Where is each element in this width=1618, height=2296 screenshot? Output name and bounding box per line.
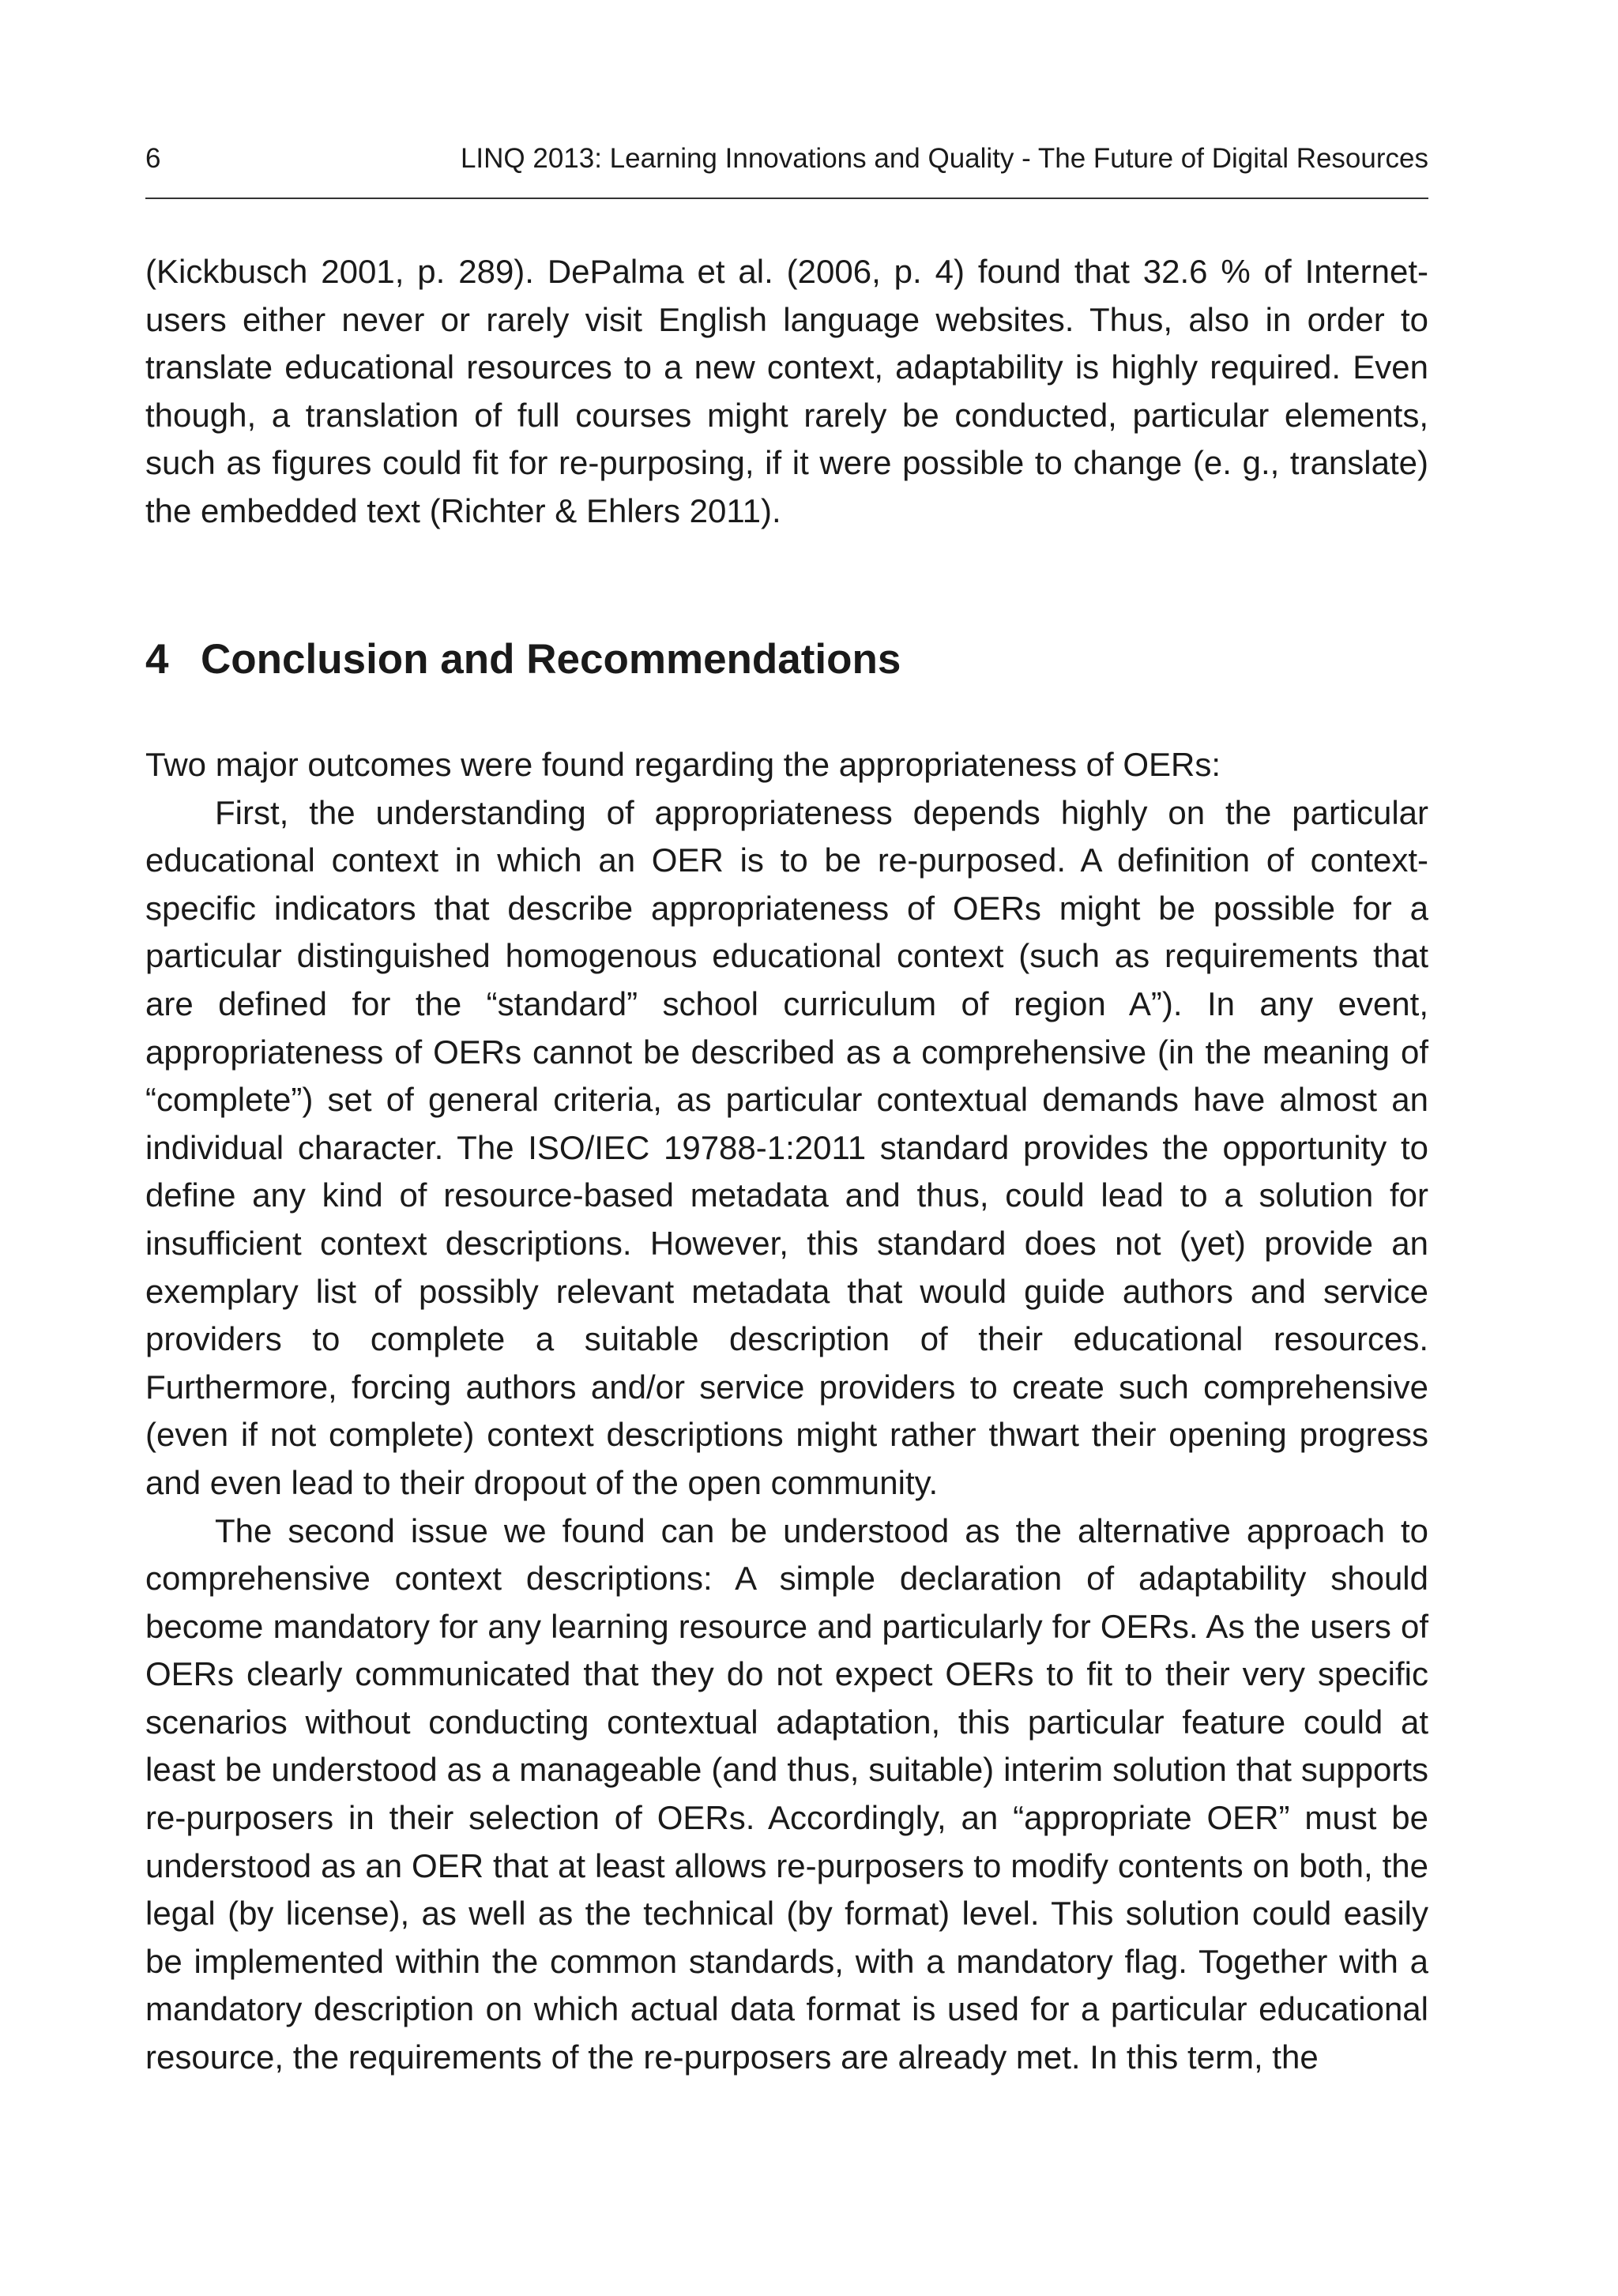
section-intro: Two major outcomes were found regarding the appropriateness of OERs: (145, 746, 1221, 783)
section-title: Conclusion and Recommendations (201, 636, 901, 683)
section-paragraph-2: The second issue we found can be understood as the alternative approach to comprehensive context descriptions: A simple declaration of adaptability should become mandatory for any learning resource and particularly for OERs. As the users of OERs clearly communicated that they do not expect OERs to fit to their very specific scenarios without conducting contextual adaptation, this particular feature could at least be understood as a manageable (and thus, suitable) interim solution that supports re-purposers in their selection of OERs. Accordingly, an “appropriate OER” must be understood as an OER that at least allows re-purposers to modify contents on both, the legal (by license), as well as the technical (by format) level. This solution could easily be implemented within the common standards, with a mandatory flag. Together with a mandatory description on which actual data format is used for a particular educational resource, the requirements of the re-purposers are already met. In this term, the (145, 1511, 1428, 2076)
page-number: 6 (145, 143, 161, 174)
section-heading (145, 632, 1428, 687)
journal-title: LINQ 2013: Learning Innovations and Quality - The Future of Digital Resources (460, 143, 1428, 174)
body-paragraph: (Kickbusch 2001, p. 289). DePalma et al. (2006, p. 4) found that 32.6 % of Internet-users either never or rarely visit English language websites. Thus, also in order to translate educational resources to a new context, adaptability is highly required. Even though, a translation of full courses might rarely be conducted, particular elements, such as figures could fit for re-purposing, if it were possible to change (e. g., translate) the embedded text (Richter & Ehlers 2011). (145, 253, 1428, 529)
running-header (145, 139, 1428, 179)
section-number: 4 (145, 636, 169, 683)
section-body (145, 741, 1428, 2082)
header-divider (145, 198, 1428, 199)
section-paragraph-1: First, the understanding of appropriateness depends highly on the particular educational context in which an OER is to be re-purposed. A definition of context-specific indicators that describe appropriateness of OERs might be possible for a particular distinguished homogenous educational context (such as requirements that are defined for the “standard” school curriculum of region A”). In any event, appropriateness of OERs cannot be described as a comprehensive (in the meaning of “complete”) set of general criteria, as particular contextual demands have almost an individual character. The ISO/IEC 19788-1:2011 standard provides the opportunity to define any kind of resource-based metadata and thus, could lead to a solution for insufficient context descriptions. However, this standard does not (yet) provide an exemplary list of possibly relevant metadata that would guide authors and service providers to complete a suitable description of their educational resources. Furthermore, forcing authors and/or service providers to create such comprehensive (even if not complete) context descriptions might rather thwart their opening progress and even lead to their dropout of the open community. (145, 793, 1428, 1501)
